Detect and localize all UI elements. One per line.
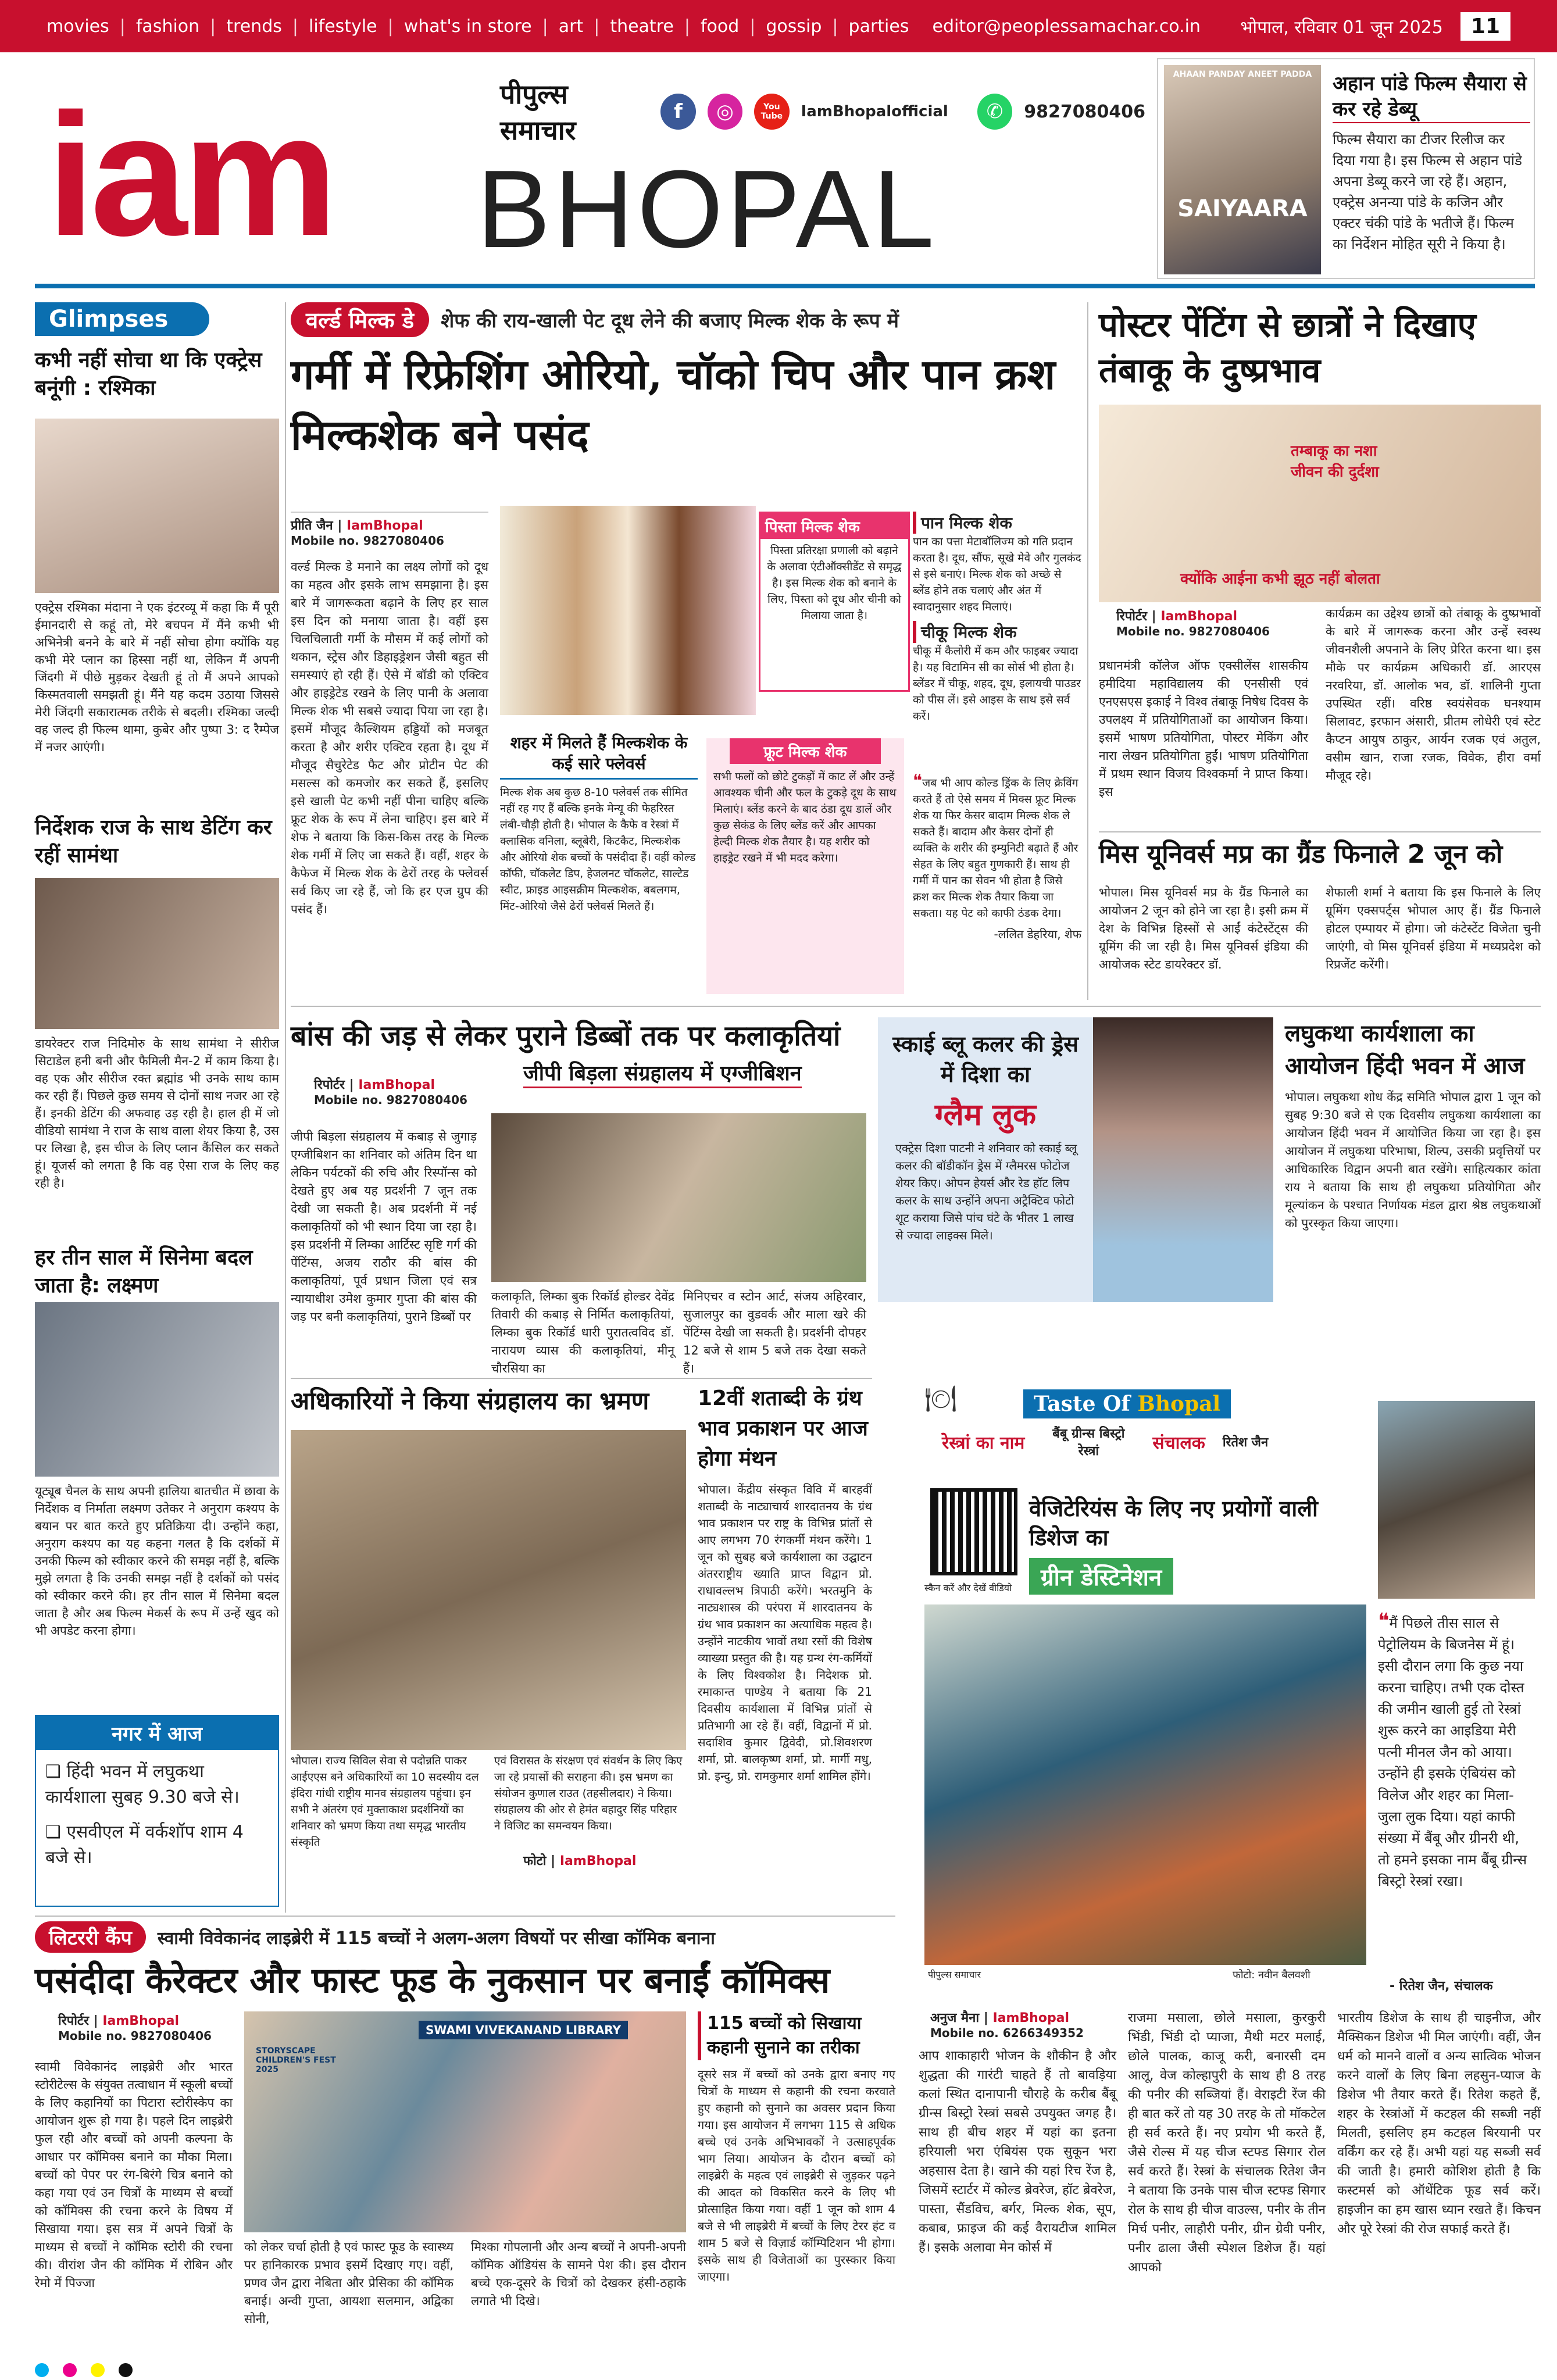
qr-code[interactable] [930, 1488, 1017, 1575]
poster-headline: पोस्टर पेंटिंग से छात्रों ने दिखाए तंबाकू के दुष्प्रभाव [1099, 305, 1476, 390]
bhopal-logo: BHOPAL [477, 148, 938, 271]
comics-box [698, 2011, 895, 2285]
taste-headline-2: ग्रीन डेस्टिनेशन [1029, 1558, 1173, 1595]
nav-food[interactable]: food [700, 16, 740, 37]
milk-header [291, 302, 1081, 471]
taste-brand: IamBhopal [992, 2011, 1070, 2025]
promo-box [1157, 58, 1535, 279]
nav-movies[interactable]: movies [47, 16, 109, 37]
poster-img-caption: क्योंकि आईना कभी झूठ नहीं बोलता [1180, 570, 1380, 588]
taste-author: अनुज मैना [930, 2011, 980, 2025]
row-rule [35, 1916, 895, 1917]
milk-headline: गर्मी में रिफ्रेशिंग ओरियो, चॉको चिप और पान क्रश मिल्कशेक बने पसंद [291, 349, 1056, 459]
iam-logo: iam [47, 77, 333, 272]
comics-banner-2: STORYSCAPE CHILDREN'S FEST 2025 [256, 2046, 336, 2074]
food-photo [924, 1604, 1366, 1965]
milk-kicker: शेफ की राय-खाली पेट दूध लेने की बजाए मिल्क शेक के रूप में [441, 309, 899, 333]
photo-brand: IamBhopal [559, 1854, 637, 1868]
photo-credit: फोटो: नवीन बैलवशी [1233, 1969, 1310, 1981]
photo-source: पीपुल्स समाचार [928, 1969, 981, 1980]
facebook-icon[interactable] [660, 94, 695, 130]
social-handle[interactable]: IamBhopalofficial [801, 103, 948, 120]
taste-info-row [942, 1424, 1407, 1459]
officers-body-2: एवं विरासत के संरक्षण एवं संवर्धन के लिए किए जा रहे प्रयासों की सराहना की। इस भ्रमण का संयोजन कुणाल राउत (तहसीलदार) ने किया। संग्रहालय की ओर से हेमंत बहादुर सिंह परिहार ने विजिट का समन्वयन किया। [494, 1754, 683, 1832]
taste-body-2: राजमा मसाला, छोले मसाला, कुरकुरी भिंडी, भिंडी दो प्याजा, मैथी मटर मलाई, छोले पालक, काजू करी, बनारसी दम आलू, वेज कोल्हापुरी के साथ ही 8 तरह की पनीर की सब्जियां हैं। वेराइटी रेंज की ही बात करें तो यह 30 तरह के तो मॉकटेल ही सर्व करते हैं। नए प्रयोग भी करते हैं, जैसे रोल्स में यह चीज स्टफ्ड सिगार रोल सर्व करते हैं। रेस्त्रां के संचालक रितेश जैन ने बताया कि उनके पास चीज स्टफ्ड सिगार रोल के साथ ही चीज वाउल्स, पनीर के तीन मिर्च पनीर, लाहौरी पनीर, ग्रीन ग्रेवी पनीर, पनीर ढाला जैसी स्पेशल डिशेज हैं। यहां आपको [1128, 2011, 1326, 2275]
chef-quote [913, 773, 1081, 942]
disha-body: एक्ट्रेस दिशा पाटनी ने शनिवार को स्काई ब्लू कलर की बॉडीकॉन ड्रेस में ग्लैमरस फोटोज शेयर किए। ओपन हेयर्स और रेड हॉट लिप कलर के साथ उन्होंने अपना अट्रैक्टिव फोटो शूट कराया जिसे पांच घंटे के भीतर 1 लाख से ज्यादा लाइक्स मिले। [895, 1141, 1077, 1242]
bamboo-mobile: 9827080406 [386, 1093, 467, 1107]
row-rule [291, 1006, 1541, 1007]
miss-body-1: भोपाल। मिस यूनिवर्स मप्र के ग्रैंड फिनाले का आयोजन 2 जून को होने जा रहा है। इसी क्रम में देश के विभिन्न हिस्सों से आईं कंटेस्टेंट्स की ग्रूमिंग की जा रही है। मिस यूनिवर्स इंडिया की आयोजक स्टेट डायरेक्टर डॉ. [1099, 885, 1308, 971]
mobile-label: Mobile no. [291, 534, 359, 548]
laghu-story [1285, 1017, 1541, 1232]
promo-text: फिल्म सैयारा का टीजर रिलीज कर दिया गया है। इस फिल्म से अहान पांडे अपना डेब्यू करने जा रहे हैं। अहान, एक्ट्रेस अनन्या पांडे के कजिन और एक्टर चंकी पांडे के भतीजे हैं। फिल्म का निर्देशन मोहित सूरी ने किया है। [1333, 131, 1522, 252]
miss-headline: मिस यूनिवर्स मप्र का ग्रैंड फिनाले 2 जून को [1099, 839, 1503, 869]
bamboo-brand: IamBhopal [358, 1078, 435, 1092]
comics-photo [244, 2011, 686, 2232]
bamboo-author: रिपोर्टर [314, 1078, 345, 1092]
taste-body-3: भारतीय डिशेज के साथ ही चाइनीज, और मैक्सिकन डिशेज भी मिल जाएंगी। वहीं, जैन धर्म को मानने वालों व अन्य सात्विक भोजन करने वालों के लिए बिना लहसुन-प्याज के डिशेज भी तैयार करते हैं। रितेश कहते हैं, शहर के रेस्त्रांओं में कटहल की सब्जी नहीं मिलती, इसलिए हम कटहल बिरयानी पर वर्किंग कर रहे हैं। अभी यहां यह सब्जी सर्व की जाती है। हमारी कोशिश होती है कि कस्टमर्स को ऑथेंटिक फूड सर्व करें। हाइजीन का हम खास ध्यान रखते हैं। किचन और पूरे रेस्त्रां की रोज सफाई करते हैं। [1337, 2011, 1541, 2236]
column-rule [285, 302, 286, 1913]
rashmika-title: कभी नहीं सोचा था कि एक्ट्रेस बनूंगी : रश्मिका [35, 348, 262, 400]
comics-headline: पसंदीदा कैरेक्टर और फास्ट फूड के नुकसान पर बनाईं कॉमिक्स [35, 1960, 830, 2001]
samantha-title: निर्देशक राज के साथ डेटिंग कर रहीं सामंथा [35, 816, 272, 867]
poster-author: रिपोर्टर [1116, 609, 1147, 624]
rest-label: रेस्त्रां का नाम [942, 1432, 1025, 1453]
owner-label: संचालक [1152, 1432, 1205, 1453]
poster-mobile: 9827080406 [1188, 624, 1270, 638]
nav-theatre[interactable]: theatre [610, 16, 674, 37]
taste-section [907, 1378, 1541, 2000]
city-today-label: नगर में आज [36, 1716, 278, 1750]
milk-mobile: 9827080406 [363, 534, 444, 548]
cyan-mark [35, 2363, 49, 2377]
paan-box [913, 512, 1081, 724]
youtube-glyph: You Tube [760, 102, 783, 121]
poster-img-text: तम्बाकू का नशा जीवन की दुर्दशा [1291, 442, 1379, 481]
city-item-text: एसवीएल में वर्कशॉप शाम 4 बजे से। [45, 1822, 244, 1868]
whatsapp-number[interactable]: 9827080406 [1024, 101, 1145, 122]
poster-photo [1099, 405, 1541, 602]
laxman-body: यूट्यूब चैनल के साथ अपनी हालिया बातचीत में छावा के निर्देशक व निर्माता लक्ष्मण उतेकर ने अनुराग कश्यप के बयान पर बात करते हुए प्रतिक्रिया दी। उन्होंने कहा, अनुराग कश्यप का यह कहना गलत है कि दर्शकों में उनकी फिल्म को स्वीकार करने की समझ नहीं है, बल्कि मुझे लगता है कि उनकी समझ नहीं है दर्शकों को पसंद को स्वीकार करने की। हर तीन साल में सिनेमा बदल जाता है और अब फिल्म मेकर्स के रूप में उन्हें खुद को भी अपडेट करना होगा। [35, 1484, 279, 1638]
chef-quote-text: ❝जब भी आप कोल्ड ड्रिंक के लिए क्रेविंग करते हैं तो ऐसे समय में मिक्स फ्रूट मिल्क शेक या फिर केसर बादाम मिल्क शेक ले सकते हैं। बादाम और केसर दोनों ही व्यक्ति के शरीर की इम्युनिटी बढ़ाते हैं और सेहत के लिए बहुत गुणकारी हैं। साथ ही गर्मी में पान का सेवन भी होता है जिसे क्रश कर मिल्क शेक तैयार किया जा सकता। यह पेट को काफी ठंडक देगा। [913, 771, 1079, 920]
ritesh-quote: ❝मैं पिछले तीस साल से पेट्रोलियम के बिजनेस में हूं। इसी दौरान लगा कि कुछ नया करना चाहिए। तभी एक दोस्त की जमीन खाली हुई तो रेस्त्रां शुरू करने का आइडिया मेरी पत्नी मीनल जैन को आया। उन्होंने ही इसके एंबियंस को विलेज और शहर का मिला-जुला लुक दिया। यहां काफी संख्या में बैंबू और ग्रीनरी थी, तो हमने इसका नाम बैंबू ग्रीन्स बिस्ट्रो रेस्त्रां रखा। [1378, 1609, 1527, 1889]
laghu-headline: लघुकथा कार्यशाला का आयोजन हिंदी भवन में आज [1285, 1020, 1525, 1080]
ritesh-quote-by: - रितेश जैन, संचालक [1390, 1979, 1493, 1993]
taste-label [1023, 1389, 1231, 1418]
paan-body: पान का पत्ता मेटाबॉलिज्म को गति प्रदान करता है। दूध, सौंफ, सूखे मेवे और गुलकंद से इसे बनाएं। मिल्क शेक को अच्छे से ब्लेंड होने तक चलाएं और अंत में स्वादानुसार शहद मिलाएं। [913, 535, 1081, 613]
qr-caption: स्कैन करें और देखें वीडियो [924, 1582, 1012, 1593]
chiku-body: चीकू में कैलोरी में कम और फाइबर ज्यादा है। यह विटामिन सी का सोर्स भी होता है। ब्लेंडर में चीकू, शहद, दूध, इलायची पाउडर को पीस लें। इसे आइस के साथ इसे सर्व करें। [913, 645, 1081, 723]
ritesh-quote-text: मैं पिछले तीस साल से पेट्रोलियम के बिजनेस में हूं। इसी दौरान लगा कि कुछ नया करना चाहिए। तभी एक दोस्त की जमीन खाली हुई तो रेस्त्रां शुरू करने का आइडिया मेरी पत्नी मीनल जैन को आया। उन्होंने ही इसके एंबियंस को विलेज और शहर का मिला-जुला लुक दिया। यहां काफी संख्या में बैंबू और ग्रीनरी थी, तो हमने इसका नाम बैंबू ग्रीन्स बिस्ट्रो रेस्त्रां रखा। [1378, 1615, 1527, 1889]
fruit-body: सभी फलों को छोटे टुकड़ों में काट लें और उन्हें आवश्यक चीनी और फल के टुकड़े दूध के साथ मिलाएं। ब्लेंड करने के बाद ठंडा दूध डालें और कुछ सेकंड के लिए ब्लेंड करें और आपका हेल्दी मिल्क शेक तैयार है। यह शरीर को हाइड्रेट रखने में भी मदद करेगा। [713, 770, 897, 864]
bamboo-body-2: कलाकृति, लिम्का बुक रिकॉर्ड होल्डर देवेंद्र तिवारी की कबाड़ से निर्मित कलाकृतियां, लिम्का बुक रिकॉर्ड धारी पुरातत्वविद डॉ. नारायण व्यास की कलाकृतियां, मीनू चौरसिया का [491, 1289, 674, 1375]
city-flavours-body: मिल्क शेक अब कुछ 8-10 फ्लेवर्स तक सीमित नहीं रह गए हैं बल्कि इनके मेन्यू की फेहरिस्त लंबी-चौड़ी होती है। भोपाल के कैफे व रेस्त्रां में क्लासिक वनिला, ब्लूबेरी, किटकैट, मिल्कशेक और ओरियो शेक बच्चों के पसंदीदा हैं। वहीं कोल्ड कॉफी, चॉकलेट डिप, हेजलनट चॉकलेट, साल्टेड स्वीट, फ्राइड आइसक्रीम मिल्कशेक, बबलगम, मिंट-ओरियो जैसे ढेरों फ्लेवर्स मिलते हैं। [500, 786, 696, 913]
miss-body-2: शेफाली शर्मा ने बताया कि इस फिनाले के लिए ग्रूमिंग एक्सपर्ट्स भोपाल आए हैं। ग्रैंड फिनाले होटल एम्पायर में होगा। जो कंटेस्टेंट विजेता चुनी जाएंगी, वो मिस यूनिवर्स इंडिया में मध्यप्रदेश को रिप्रजेंट करेंगी। [1326, 885, 1541, 971]
disha-box [878, 1017, 1273, 1302]
nav-gossip[interactable]: gossip [766, 16, 822, 37]
milk-author: प्रीति जैन [291, 519, 333, 533]
city-item-text: हिंदी भवन में लघुकथा कार्यशाला सुबह 9.30 बजे से। [45, 1761, 240, 1807]
comics-author: रिपोर्टर [58, 2014, 89, 2028]
rest-name: बैंबू ग्रीन्स बिस्ट्रो रेस्त्रां [1052, 1427, 1125, 1459]
disha-title: स्काई ब्लू कलर की ड्रेस में दिशा का [892, 1031, 1079, 1087]
comics-body-1: स्वामी विवेकानंद लाइब्रेरी और भारत स्टोरीटेल्स के संयुक्त तत्वाधान में स्कूली बच्चों के लिए कहानियों का पिटारा स्टोरीस्केप का आयोजन शुरू हो गया है। पहले दिन लाइब्रेरी फुल रही और बच्चों को अपनी कल्पना के आधार पर कॉमिक्स बनाने का मौका मिला। बच्चों को पेपर पर रंग-बिरंगे चित्र बनाने को कहा गया एवं उन चित्रों के माध्यम से बच्चों को कॉमिक्स की रचना करने के विषय में सिखाया गया। इस सत्र में अपने चित्रों के माध्यम से बच्चों ने कॉमिक स्टोरी की रचना की। वीरांश जैन की कॉमिक में रोबिन और रेमो में पिज्जा [35, 2060, 233, 2290]
paan-title: पान मिल्क शेक [913, 512, 1081, 534]
granth-story [698, 1384, 872, 1785]
masthead [35, 58, 1145, 285]
poster-body-1: प्रधानमंत्री कॉलेज ऑफ एक्सीलेंस शासकीय हमीदिया महाविद्यालय की एनसीसी एवं एनएसएस इकाई ने विश्व तंबाकू निषेध दिवस के उपलक्ष्य में प्रतियोगिताओं का आयोजन किया। इसमें भाषण प्रतियोगिता, पोस्टर मेकिंग और नारा लेखन प्रतियोगिता हुईं। भाषण प्रतियोगिता में प्रथम स्थान विजय विश्वकर्मा ने प्राप्त किया। इस [1099, 659, 1308, 799]
comics-brand: IamBhopal [102, 2014, 179, 2028]
milk-byline: प्रीति जैन | IamBhopal Mobile no. 9827080406 [291, 512, 488, 548]
pista-title: पिस्ता मिल्क शेक [760, 513, 908, 539]
poster-story [1099, 302, 1541, 638]
granth-body: भोपाल। केंद्रीय संस्कृत विवि में बारहवीं शताब्दी के नाट्याचार्य शारदातनय के ग्रंथ भाव प्रकाशन पर राष्ट्र के विभिन्न प्रांतों से आए लगभग 70 रंगकर्मी मंथन करेंगे। 1 जून को सुबह बजे कार्यशाला का उद्घाटन अंतरराष्ट्रीय ख्याति प्राप्त विद्वान प्रो. राधावल्लभ त्रिपाठी करेंगे। भरतमुनि के नाट्यशास्त्र की परंपरा में शारदातनय के ग्रंथ भाव प्रकाशन का अत्याधिक महत्व है। उन्होंने नाटकीय भावों तथा रसों की विशेष व्याख्या प्रस्तुत की है। यह ग्रन्थ रंग-कर्मियों के लिए विश्वकोश है। निदेशक प्रो. रमाकान्त पाण्डेय ने बताया कि 21 दिवसीय कार्यशाला में विभिन्न प्रांतों से प्रतिभागी आ रहे हैं। वहीं, विद्वानों में प्रो. सदाशिव कुमार द्विवेदी, प्रो.शिवशरण शर्मा, प्रो. बालकृष्ण शर्मा, प्रो. मार्गी मधु, प्रो. इन्दु, प्रो. रामकुमार शर्मा शामिल होंगे। [698, 1482, 872, 1783]
comics-body-2: को लेकर चर्चा होती है एवं फास्ट फूड के स्वास्थ्य पर हानिकारक प्रभाव इसमें दिखाए गए। वहीं, प्रणव जैन द्वारा नेबिता और प्रेसिका की कॉमिक बनाई। अन्वी गुप्ता, आयशा सलमान, अद्विका सोनी, [244, 2240, 453, 2326]
mobile-label: Mobile no. [1116, 624, 1185, 638]
ritesh-photo [1378, 1401, 1535, 1599]
black-mark [119, 2363, 133, 2377]
comics-mobile: 9827080406 [130, 2029, 212, 2043]
paper-name: पीपुल्स समाचार [500, 78, 576, 146]
museum-photo [291, 1430, 686, 1750]
nav-parties[interactable]: parties [848, 16, 909, 37]
taste-label-2: Bhopal [1137, 1392, 1221, 1416]
poster-byline: रिपोर्टर | IamBhopal Mobile no. 9827080406 [1116, 609, 1270, 638]
top-nav-bar [0, 0, 1557, 52]
page-number: 11 [1460, 12, 1510, 41]
officers-headline: अधिकारियों ने किया संग्रहालय का भ्रमण [291, 1386, 649, 1415]
poster-credits: AHAAN PANDAY ANEET PADDA [1173, 70, 1312, 79]
laxman-title: हर तीन साल में सिनेमा बदल जाता है: लक्ष्मण [35, 1246, 253, 1298]
comics-byline: रिपोर्टर | IamBhopal Mobile no. 9827080406 [58, 2014, 212, 2043]
taste-mobile: 6266349352 [1002, 2026, 1084, 2040]
samantha-body: डायरेक्टर राज निदिमोरु के साथ सामंथा ने सीरीज सिटाडेल हनी बनी और फैमिली मैन-2 में काम किया है। वह एक और सीरीज रक्त ब्रह्मांड भी उनके साथ काम कर रही हैं। पिछले कुछ समय से दोनों साथ नजर आ रहे हैं। इनकी डेटिंग की अफवाह उड़ रही है। हाल ही में जो वीडियो सामंथा ने राज के साथ वाला शेयर किया है, उस पर लिखा है, इस चीज के लिए प्लान कैंसिल कर सकते हूं। यूजर्स को लगता है कि वह ऐसा राज के लिए कह रही है। [35, 1037, 279, 1190]
mobile-label: Mobile no. [930, 2026, 999, 2040]
comics-box-title: 115 बच्चों को सिखाया कहानी सुनाने का तरीका [698, 2011, 895, 2060]
poster-brand: IamBhopal [1160, 609, 1237, 624]
bamboo-byline: रिपोर्टर | IamBhopal Mobile no. 9827080406 [314, 1078, 467, 1107]
samantha-photo [35, 878, 279, 1029]
editor-email[interactable]: editor@peoplessamachar.co.in [932, 16, 1201, 37]
city-flavours-title: शहर में मिलते हैं मिल्कशेक के कई सारे फ्लेवर्स [500, 732, 698, 780]
pista-body: पिस्ता प्रतिरक्षा प्रणाली को बढ़ाने के अलावा एंटीऑक्सीडेंट से समृद्ध है। इस मिल्क शेक को बनाने के लिए, पिस्ता को दूध और चीनी को मिलाया जाता है। [767, 544, 902, 622]
promo-title: अहान पांडे फिल्म सैयारा से कर रहे डेब्यू [1333, 71, 1530, 123]
taste-body-1: आप शाकाहारी भोजन के शौकीन है और शुद्धता की गारंटी चाहते हैं तो बावड़िया कलां स्थित दानापानी चौराहे के करीब बैंबू ग्रीन्स बिस्ट्रो रेस्त्रां सबसे उपयुक्त जगह है। साथ ही बीच शहर में यहां का इतना हरियाली भरा एंबियंस एक सुकून भरा अहसास देता है। खाने की यहां रिच रेंज है, जिसमें स्टार्टर में कोल्ड ब्रेवरेज, हॉट ब्रेवरेज, पास्ता, सैंडविच, बर्गर, मिल्क शेक, सूप, कबाब, फ्राइज की कई वैरायटीज शामिल हैं। इसके अलावा मेन कोर्स में [919, 2049, 1116, 2255]
mobile-label: Mobile no. [58, 2029, 127, 2043]
bamboo-body-1: जीपी बिड़ला संग्रहालय में कबाड़ से जुगाड़ एग्जीबिशन का शनिवार को अंतिम दिन था लेकिन पर्यटकों की रुचि और रिस्पॉन्स को देखते हुए अब यह प्रदर्शनी 7 जून तक देखी जा सकती है। अब प्रदर्शनी में नई कलाकृतियों को भी स्थान दिया जा रहा है। इस प्रदर्शनी में लिम्का आर्टिस्ट सृष्टि गर्ग की पेंटिंग्स, अजय राठौर की बांस की कलाकृतियां, पूर्व प्रधान जिला एवं सत्र न्यायाधीश उमेश कुमार गुप्ता की बांस की जड़ पर बनी कलाकृतियां, पुराने डिब्बों पर [291, 1130, 477, 1324]
milk-brand: IamBhopal [347, 519, 423, 533]
photo-label: फोटो [523, 1854, 547, 1868]
officers-photo-credit: फोटो | IamBhopal [523, 1854, 637, 1868]
poster-title: SAIYAARA [1177, 195, 1308, 222]
print-marks [0, 2360, 1557, 2380]
exhibition-photo [491, 1113, 866, 1282]
city-flavours [500, 732, 698, 914]
nav-fashion[interactable]: fashion [135, 16, 200, 37]
nav-trends[interactable]: trends [226, 16, 282, 37]
milk-tag: वर्ल्ड मिल्क डे [291, 302, 429, 337]
city-item: ❑ एसवीएल में वर्कशॉप शाम 4 बजे से। [45, 1822, 244, 1868]
magenta-mark [63, 2363, 77, 2377]
taste-byline: अनुज मैना | IamBhopal Mobile no. 6266349352 [930, 2011, 1084, 2040]
poster-body-2: कार्यक्रम का उद्देश्य छात्रों को तंबाकू के दुष्प्रभावों के बारे में जागरूक करना और उन्हें स्वस्थ जीवनशैली अपनाने के लिए प्रेरित करना था। इस मौके पर कार्यक्रम अधिकारी डॉ. आरएस नरवरिया, डॉ. आलोक भव, डॉ. शालिनी गुप्ता उपस्थित रहीं। वरिष्ठ स्वयंसेवक घनश्याम सिलावट, इरफान अंसारी, प्रीतम लोधेरी एवं स्टेट कैप्टन आयुष ठाकुर, आर्यन रजक एवं अतुल, वसीम खान, राजा रजक, विवेक, हीरा वर्मा मौजूद रहे। [1326, 606, 1541, 782]
rashmika-body: एक्ट्रेस रश्मिका मंदाना ने एक इंटरव्यू में कहा कि मैं पूरी ईमानदारी से कहूं तो, मेरे बचपन में मैंने कभी भी अभिनेत्री बनने के बारे में नहीं सोचा होगा क्योंकि यह कभी मेरे प्लान का हिस्सा नहीं था, लेकिन मैं अपनी जिंदगी में पीछे मुड़कर देखती हूं तो मैं अपने आपको किस्मतवाली समझती हूं। मैंने यह कदम उठाया जिससे मेरी जिंदगी सकारात्मक तरीके से बदली। रश्मिका जल्दी वह जल्द ही फिल्म थामा, कुबेर और पुष्पा 3: द रैम्पेज में नजर आएंगी। [35, 601, 279, 754]
comics-body-3: मिश्का गोपलानी और अन्य बच्चों ने अपनी-अपनी कॉमिक ऑडियंस के सामने पेश की। इस दौरान बच्चे एक-दूसरे के चित्रों को देखकर हंसी-ठहाके लगाते भी दिखे। [471, 2240, 686, 2308]
nav-art[interactable]: art [558, 16, 584, 37]
comics-header [35, 1921, 895, 2005]
officers-body-1: भोपाल। राज्य सिविल सेवा से पदोन्नति पाकर आईएएस बने अधिकारियों का 10 सदस्यीय दल इंदिरा गांधी राष्ट्रीय मानव संग्रहालय पहुंचा। इन सभी ने अंतरंग एवं मुक्ताकाश प्रदर्शनियों का शनिवार को भ्रमण किया तथा समृद्ध भारतीय संस्कृति [291, 1754, 479, 1849]
fruit-title: फ्रूट मिल्क शेक [730, 738, 881, 764]
instagram-icon[interactable]: ◎ [708, 94, 742, 130]
chef-quote-by: -ललित डेहरिया, शेफ [994, 927, 1081, 941]
chef-quote-body: जब भी आप कोल्ड ड्रिंक के लिए क्रेविंग करते हैं तो ऐसे समय में मिक्स फ्रूट मिल्क शेक या फिर केसर बादाम मिल्क शेक ले सकते हैं। बादाम और केसर दोनों ही व्यक्ति के शरीर की इम्युनिटी बढ़ाते हैं और सेहत के लिए बहुत गुणकारी हैं। साथ ही गर्मी में पान का सेवन भी होता है जिसे क्रश कर मिल्क शेक तैयार किया जा सकता। यह पेट को काफी ठंडक देगा। [913, 777, 1079, 920]
taste-label-1: Taste Of [1034, 1392, 1130, 1416]
dome-icon: 🍽 [924, 1384, 957, 1414]
comics-kicker: स्वामी विवेकानंद लाइब्रेरी में 115 बच्चों ने अलग-अलग विषयों पर सीखा कॉमिक बनाना [157, 1928, 715, 1949]
fruit-box [706, 738, 904, 994]
city-today-box [35, 1715, 279, 1907]
chiku-title: चीकू मिल्क शेक [913, 621, 1081, 643]
brand-strip [500, 76, 1145, 148]
comics-tag: लिटररी कैंप [35, 1921, 146, 1953]
taste-headline: वेजिटेरियंस के लिए नए प्रयोगों वाली डिशेज का [1029, 1496, 1318, 1550]
glimpses-label: Glimpses [35, 302, 209, 336]
milk-body: वर्ल्ड मिल्क डे मनाने का लक्ष्य लोगों को दूध का महत्व और इसके लाभ समझाना है। इस बारे में जागरूकता बढ़ाने के लिए हर साल इस दिन को मनाया जाता है। वहीं इस चिलचिलाती गर्मी के मौसम में कई लोगों को थकान, स्ट्रेस और डिहाइड्रेशन जैसी बहुत सी समस्याएं हो रही हैं। ऐसे में बॉडी को एक्टिव और हाइड्रेटेड रखने के लिए पानी के अलावा मिल्क शेक भी सबसे ज्यादा पिया जा रहा है। इसमें मौजूद कैल्शियम हड्डियों को मजबूत करता है और शरीर एक्टिव रहता है। दूध में मौजूद सैचुरेटेड फैट और प्रोटीन पेट की मसल्स को कमजोर कर सकते हैं, इसलिए इसे खाली पेट कभी नहीं पीना चाहिए बल्कि फ्रूट शेक के रूप में लेना चाहिए। इस बारे में शेफ ने बताया कि किस-किस तरह के मिल्क शेक गर्मी में लिए जा सकते हैं। वहीं, शहर के कैफेज में मिल्क शेक के ढेरों तरह के फ्लेवर्स सर्व किए जा रहे हैं, जो कि हर एज ग्रुप की पसंद हैं। [291, 560, 488, 916]
pista-box [759, 512, 910, 692]
disha-photo [1093, 1017, 1273, 1302]
yellow-mark [91, 2363, 105, 2377]
owner-name: रितेश जैन [1222, 1435, 1269, 1450]
milkshake-photo [500, 506, 756, 715]
laxman-photo [35, 1302, 279, 1477]
nav-whats-in-store[interactable]: what's in store [403, 16, 532, 37]
bamboo-headline: बांस की जड़ से लेकर पुराने डिब्बों तक पर कलाकृतियां [291, 1020, 841, 1052]
nav-lifestyle[interactable]: lifestyle [308, 16, 377, 37]
section-nav: movies | fashion | trends | lifestyle | what's in store | art | theatre | food | gossip | parties [47, 16, 909, 37]
comics-banner: SWAMI VIVEKANAND LIBRARY [419, 2021, 628, 2039]
masthead-divider [35, 284, 1535, 288]
whatsapp-icon[interactable]: ✆ [977, 94, 1012, 130]
rashmika-photo [35, 419, 279, 593]
row-rule [1099, 831, 1541, 832]
column-rule [1087, 302, 1088, 1000]
city-item: ❑ हिंदी भवन में लघुकथा कार्यशाला सुबह 9.30 बजे से। [45, 1761, 240, 1807]
comics-box-body: दूसरे सत्र में बच्चों को उनके द्वारा बनाए गए चित्रों के माध्यम से कहानी की रचना करवाते हुए कहानी को सुनाने का अवसर प्रदान किया गया। इस आयोजन में लगभग 115 से अधिक बच्चे एवं उनके अभिभावकों ने उत्साहपूर्वक भाग लिया। आयोजन के दौरान बच्चों को लाइब्रेरी के महत्व एवं लाइब्रेरी से जुड़कर पढ़ने की आदत को विकसित करने के लिए भी प्रोत्साहित किया गया। वहीं 1 जून को शाम 4 बजे से भी लाइब्रेरी में बच्चों के लिए टेरर हंट व शाम 5 बजे से विज़ार्ड कॉम्पिटिशन भी होगा। इसके साथ ही विजेताओं का पुरस्कार किया जाएगा। [698, 2067, 895, 2283]
bamboo-subhead: जीपी बिड़ला संग्रहालय में एग्जीबिशन [523, 1058, 802, 1088]
granth-headline: 12वीं शताब्दी के ग्रंथ भाव प्रकाशन पर आज होगा मंथन [698, 1386, 868, 1471]
disha-glam: ग्लैम लुक [934, 1097, 1037, 1132]
saiyaara-poster [1164, 65, 1321, 274]
issue-date: भोपाल, रविवार 01 जून 2025 [1240, 17, 1443, 38]
mobile-label: Mobile no. [314, 1093, 383, 1107]
row-rule [291, 1378, 872, 1379]
facebook-glyph: f [674, 100, 683, 123]
bamboo-body-3: मिनिएचर व स्टोन आर्ट, संजय अहिरवार, सुजालपुर का वुडवर्क और माला खरे की पेंटिंग्स देखी जा सकती है। प्रदर्शनी दोपहर 12 बजे से शाम 5 बजे तक देखा सकते हैं। [683, 1289, 866, 1375]
laghu-body: भोपाल। लघुकथा शोध केंद्र समिति भोपाल द्वारा 1 जून को सुबह 9:30 बजे से एक दिवसीय लघुकथा कार्यशाला का आयोजन हिंदी भवन में आयोजित किया जा रहा है। इस आयोजन में लघुकथा परिभाषा, शिल्प, उसकी प्रवृत्तियों पर आधिकारिक विद्वान अपनी बात रखेंगे। साहित्यकार कांता राय ने बताया कि साथ ही लघुकथा प्रतियोगिता और मूल्यांकन के पश्चात निर्णायक मंडल द्वारा श्रेष्ठ लघुकथाओं को पुरस्कृत किया जाएगा। [1285, 1090, 1541, 1230]
youtube-icon[interactable] [754, 94, 789, 130]
